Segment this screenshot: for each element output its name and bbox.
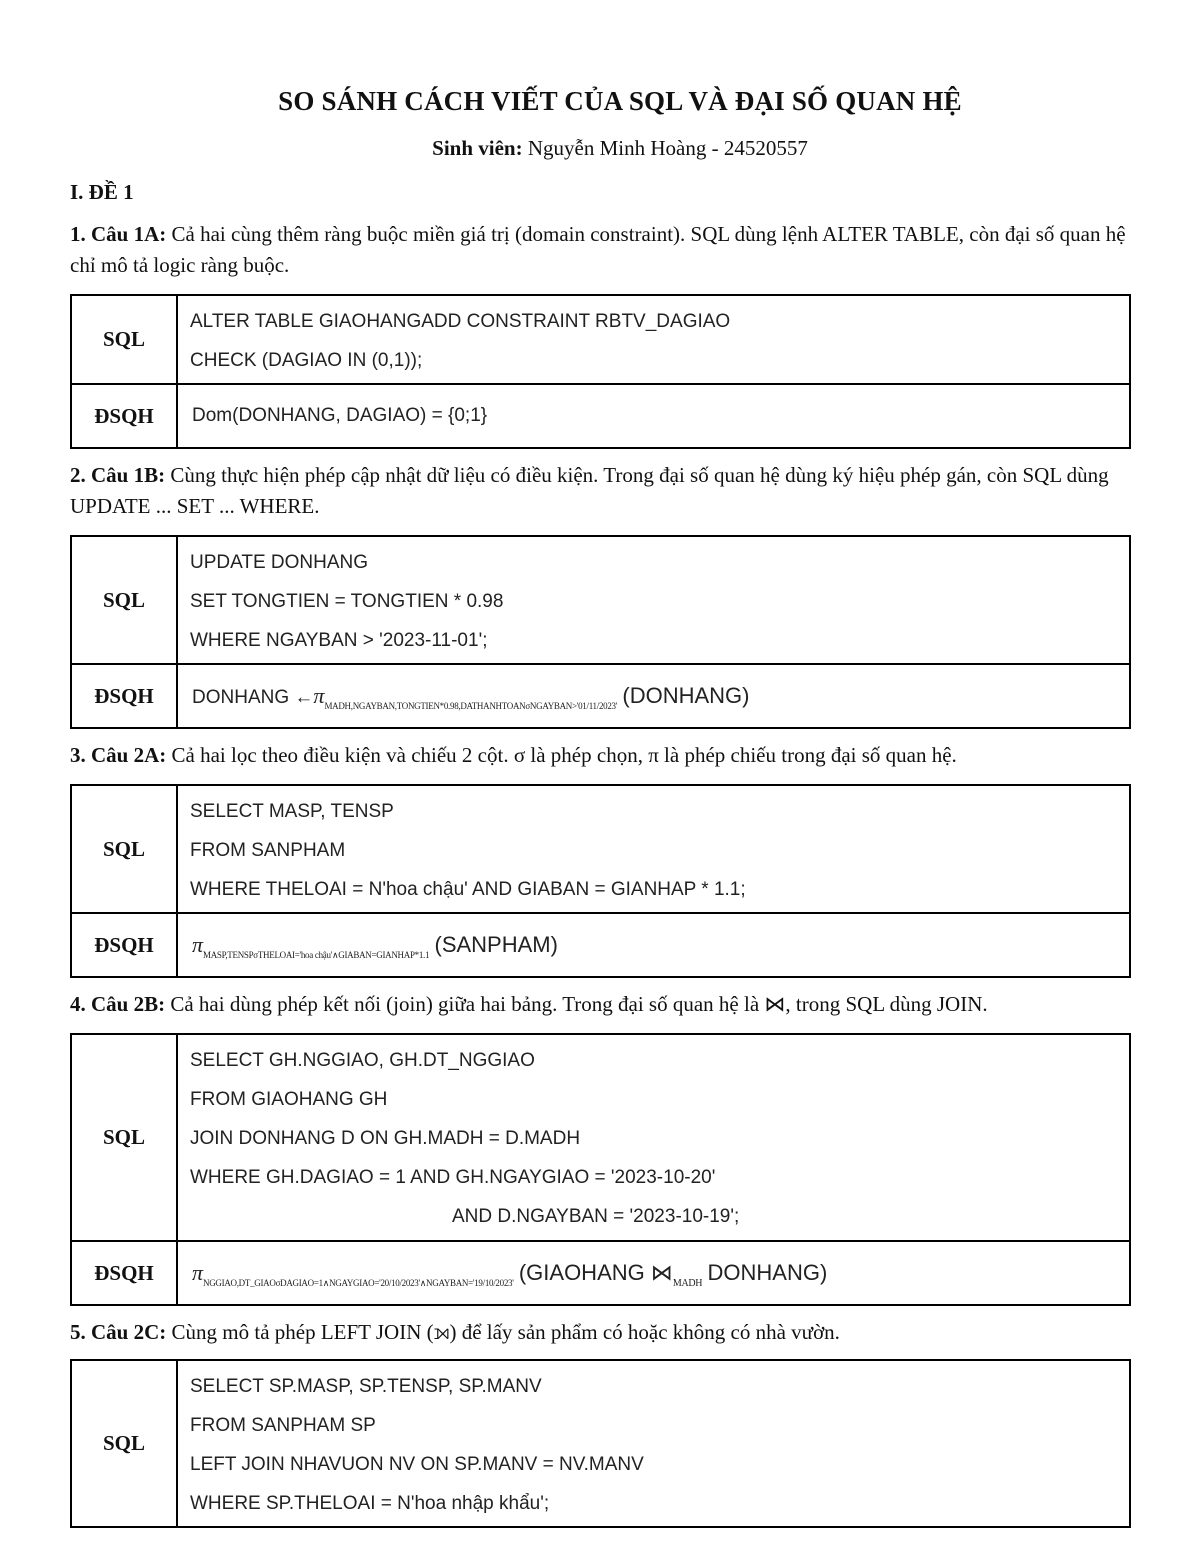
- relation-operand: (SANPHAM): [434, 932, 558, 957]
- q2-text: Cùng thực hiện phép cập nhật dữ liệu có điều kiện. Trong đại số quan hệ dùng ký hiệu phép gán, còn SQL dùng UPDATE ... SET ... WHERE.: [70, 463, 1109, 518]
- q4-text: Cả hai dùng phép kết nối (join) giữa hai bảng. Trong đại số quan hệ là ⋈, trong SQL dùng JOIN.: [170, 992, 988, 1016]
- code-line: ALTER TABLE GIAOHANGADD CONSTRAINT RBTV_DAGIAO: [190, 310, 731, 332]
- q1-description: [70, 219, 1132, 281]
- q1-table: [70, 294, 1131, 449]
- code-line: SET TONGTIEN = TONGTIEN * 0.98: [190, 590, 504, 612]
- code-line: SELECT MASP, TENSP: [190, 800, 394, 822]
- code-line: SELECT GH.NGGIAO, GH.DT_NGGIAO: [190, 1050, 535, 1071]
- dsqh-label: ĐSQH: [71, 1241, 177, 1305]
- q1-heading: 1. Câu 1A:: [70, 222, 167, 246]
- dsqh-label: ĐSQH: [71, 913, 177, 977]
- q1-dsqh-expr: Dom(DONHANG, DAGIAO) = {0;1}: [177, 384, 1130, 448]
- q3-sql-row: [71, 785, 1130, 913]
- q2-description: [70, 460, 1132, 522]
- sql-label: SQL: [71, 1360, 177, 1527]
- q2-table: [70, 535, 1131, 729]
- q3-heading: 3. Câu 2A:: [70, 743, 167, 767]
- code-line: CHECK (DAGIAO IN (0,1));: [190, 349, 423, 371]
- join-subscript: MADH: [672, 1278, 703, 1289]
- q5-sql-row: [71, 1360, 1130, 1527]
- pi-symbol: π: [313, 683, 325, 708]
- page-title: SO SÁNH CÁCH VIẾT CỦA SQL VÀ ĐẠI SỐ QUAN HỆ: [278, 86, 962, 116]
- q3-description: [70, 740, 1132, 771]
- q4-dsqh-row: [71, 1241, 1130, 1305]
- code-line: FROM SANPHAM: [190, 839, 346, 861]
- q3-text: Cả hai lọc theo điều kiện và chiếu 2 cột. σ là phép chọn, π là phép chiếu trong đại số quan hệ.: [171, 743, 957, 767]
- code-line-indented: AND D.NGAYBAN = '2023-10-19';: [452, 1206, 740, 1227]
- q5-heading: 5. Câu 2C:: [70, 1320, 167, 1344]
- q3-sql-code: [177, 785, 1130, 913]
- q5-description: [70, 1317, 1132, 1348]
- code-line: WHERE GH.DAGIAO = 1 AND GH.NGAYGIAO = '2023-10-20': [190, 1167, 716, 1188]
- relation-operand: (DONHANG): [622, 683, 750, 708]
- projection-subscript: NGGIAO,DT_GIAOσDAGIAO=1∧NGAYGIAO='20/10/2023'∧NGAYBAN='19/10/2023': [203, 1278, 514, 1288]
- q3-table: [70, 784, 1131, 978]
- dsqh-label: ĐSQH: [71, 664, 177, 728]
- q4-sql-row: [71, 1034, 1130, 1241]
- code-line: FROM GIAOHANG GH: [190, 1089, 388, 1110]
- q2-dsqh-expr: [177, 664, 1130, 728]
- code-line: WHERE NGAYBAN > '2023-11-01';: [190, 629, 488, 651]
- q5-sql-code: [177, 1360, 1130, 1527]
- sql-label: SQL: [71, 295, 177, 384]
- assign-target: DONHANG ←: [192, 687, 314, 708]
- q2-sql-code: [177, 536, 1130, 664]
- projection-subscript: MADH,NGAYBAN,TONGTIEN*0.98,DATHANHTOANσNGAYBAN>'01/11/2023': [324, 701, 618, 711]
- sql-label: SQL: [71, 785, 177, 913]
- code-line: LEFT JOIN NHAVUON NV ON SP.MANV = NV.MANV: [190, 1453, 644, 1475]
- code-line: WHERE SP.THELOAI = N'hoa nhập khẩu';: [190, 1492, 550, 1514]
- code-line: SELECT SP.MASP, SP.TENSP, SP.MANV: [190, 1375, 542, 1397]
- sql-label: SQL: [71, 536, 177, 664]
- code-line: FROM SANPHAM SP: [190, 1414, 376, 1436]
- code-line: WHERE THELOAI = N'hoa chậu' AND GIABAN = GIANHAP * 1.1;: [190, 878, 746, 900]
- q3-dsqh-row: [71, 913, 1130, 977]
- q2-sql-row: [71, 536, 1130, 664]
- q2-dsqh-row: [71, 664, 1130, 728]
- dsqh-label: ĐSQH: [71, 384, 177, 448]
- q5-table: [70, 1359, 1131, 1528]
- relation-operand: (GIAOHANG ⋈: [518, 1260, 673, 1285]
- student-line: [0, 136, 1200, 161]
- sql-label: SQL: [71, 1034, 177, 1241]
- q4-table: [70, 1033, 1131, 1306]
- q2-heading: 2. Câu 1B:: [70, 463, 166, 487]
- projection-subscript: MASP,TENSPσTHELOAI='hoa chậu'∧GIABAN=GIANHAP*1.1: [203, 950, 430, 960]
- code-line: UPDATE DONHANG: [190, 551, 369, 573]
- q4-dsqh-expr: [177, 1241, 1130, 1305]
- pi-symbol: π: [192, 1260, 204, 1285]
- section-heading: I. ĐỀ 1: [70, 180, 134, 204]
- q4-heading: 4. Câu 2B:: [70, 992, 166, 1016]
- q1-sql-row: [71, 295, 1130, 384]
- q1-dsqh-row: [71, 384, 1130, 448]
- q4-description: [70, 989, 1132, 1020]
- q1-text: Cả hai cùng thêm ràng buộc miền giá trị (domain constraint). SQL dùng lệnh ALTER TABLE, còn đại số quan hệ chỉ mô tả logic ràng buộc.: [70, 222, 1126, 277]
- relation-operand: DONHANG): [707, 1260, 828, 1285]
- pi-symbol: π: [192, 932, 204, 957]
- q5-text: Cùng mô tả phép LEFT JOIN (⟕) để lấy sản phẩm có hoặc không có nhà vườn.: [171, 1320, 840, 1344]
- q4-sql-code: [177, 1034, 1130, 1241]
- code-line: JOIN DONHANG D ON GH.MADH = D.MADH: [190, 1128, 581, 1149]
- q3-dsqh-expr: [177, 913, 1130, 977]
- q1-sql-code: [177, 295, 1130, 384]
- student-value: Nguyễn Minh Hoàng - 24520557: [527, 136, 808, 160]
- student-label: Sinh viên:: [432, 136, 523, 160]
